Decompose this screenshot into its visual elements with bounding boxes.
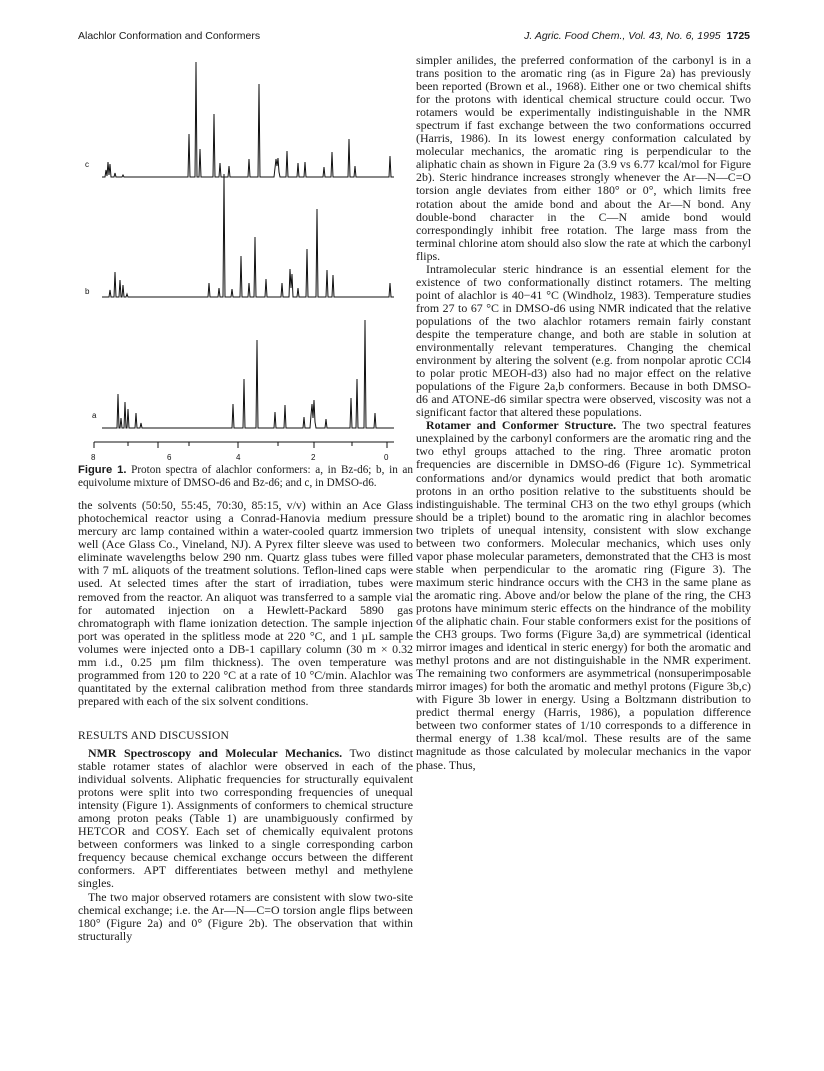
trace-b-spectrum bbox=[102, 174, 394, 297]
figure-1-nmr-spectra bbox=[78, 54, 413, 462]
nmr-paragraph-text: Two distinct stable rotamer states of alachlor were observed in each of the individual solvents. Aliphatic frequencies for structurally equivalent protons were split into two corresponding frequencies of unequal intensity (Figure 1). Assignments of conformers to chemical structure among proton peaks (Table 1) are unambiguously confirmed by HETCOR and COSY. Each set of chemically equivalent protons between conformers was linked to a single corresponding carbon frequency because chemical exchange occurs between the different conformers. APT differentiates between methyl and methylene singles. bbox=[78, 745, 413, 891]
running-header-title: Alachlor Conformation and Conformers bbox=[78, 30, 261, 42]
conformer-paragraph-text: The two spectral features unexplained by the carbonyl conformers are the aromatic ring and the two ethyl groups attached to the ring. Three aromatic proton frequencies are discernible in DMSO-d6 (Figure 1c). Symmetrical conformations and/or dynamics would predict that both aromatic protons in an ortho position relative to the substituents should be indistinguishable. The terminal CH3 on the two ethyl groups (which should be a triplet) bound to the aromatic ring in alachlor becomes two triplets of unequal intensity, consistent with slow exchange between two conformers. Molecular mechanics, which uses only vapor phase molecular parameters, demonstrated that the CH3 is most stable when perpendicular to the aromatic ring (Figure 3). The maximum steric hindrance occurs with the CH3 in the same plane as the aromatic ring. Above and/or below the plane of the ring, the CH3 protons have minimum steric effects on the hindrance of the mobility of the aliphatic chain. Four stable conformers exist for the positions of the CH3 groups. Two forms (Figure 3a,d) are symmetrical (identical mirror images and identical in steric energy) for both the aromatic and methyl protons and are not distinguishable in the NMR experiment. The remaining two conformers are asymmetrical (nonsuperimposable mirror images) for both the aromatic and methyl protons (Figure 3b,c) with Figure 3b lower in energy. Using a Boltzmann distribution to predict thermal energy (Harris, 1986), a population difference between two conformer states of 1/10 corresponds to a difference in thermal energy of 1.38 kcal/mol. These results are of the same magnitude as those calculated by molecular mechanics in the vapor phase. Thus, bbox=[416, 418, 751, 772]
figure-caption-label: Figure 1. bbox=[78, 464, 127, 476]
left-column bbox=[78, 54, 413, 943]
tick-label-6: 6 bbox=[167, 453, 172, 462]
methods-paragraph: the solvents (50:50, 55:45, 70:30, 85:15, v/v) within an Ace Glass photochemical reactor using a Conrad-Hanovia medium pressure mercury arc lamp contained within a water-cooled quartz immersion well (Ace Glass Co., Vineland, NJ). A Pyrex filter sleeve was used to eliminate wavelengths below 290 nm. Quartz glass tubes were filled with 7 mL aliquots of the treatment solutions. Teflon-lined caps were used. At selected times after the start of irradiation, tubes were removed from the reactor. An aliquot was transferred to a sample vial for automated injection on a Hewlett-Packard 5890 gas chromatograph with flame ionization detection. The sample injection port was operated in the splitless mode at 220 °C, and 1 µL sample volumes were injected onto a DB-1 capillary column (30 m × 0.32 mm i.d., 0.25 µm film thickness). The oven temperature was programmed from 120 to 220 °C at a rate of 10 °C/min. Alachlor was quantitated by the external calibration method from three standards prepared with each of the six solvent conditions. bbox=[78, 498, 413, 708]
page-number: 1725 bbox=[726, 30, 750, 42]
conformer-runin-heading: Rotamer and Conformer Structure. bbox=[426, 418, 617, 433]
nmr-spectra-plot bbox=[78, 54, 413, 462]
figure-caption-text: Proton spectra of alachlor conformers: a, in Bz-d6; b, in an equivolume mixture of DMSO-d6 and Bz-d6; and c, in DMSO-d6. bbox=[78, 464, 413, 489]
tick-label-8: 8 bbox=[91, 453, 96, 462]
anilide-paragraph: simpler anilides, the preferred conformation of the carbonyl is in a trans position to the aromatic ring (as in Figure 2a) has previously been reported (Brown et al., 1968). Either one or two chemical shifts for the protons with identical chemical structure could occur. Two rotamers would be experimentally indistinguishable in the NMR spectrum if fast exchange between the two conformations occurred (Harris, 1986). In its lowest energy conformation calculated by molecular mechanics, the aromatic ring is perpendicular to the aliphatic chain as shown in Figure 2a (3.9 vs 6.77 kcal/mol for Figure 2b). Steric hindrance increases strongly whenever the Ar—N—C=O torsion angle deviates from either 180° or 0°, which limits free rotation about the amide bond and about the Ar—N bond. Any double-bond character in the C—N amide bond would correspondingly inhibit free rotation. The large mass from the terminal chlorine atom should also slow the rate at which the carbonyl flips. bbox=[416, 53, 751, 263]
tick-label-4: 4 bbox=[236, 453, 241, 462]
nmr-runin-heading: NMR Spectroscopy and Molecular Mechanics. bbox=[88, 745, 343, 760]
right-column bbox=[416, 54, 751, 772]
tick-label-0: 0 bbox=[384, 453, 389, 462]
conformer-paragraph bbox=[416, 419, 751, 771]
ppm-axis-ticks bbox=[94, 442, 387, 448]
trace-label-b: b bbox=[85, 287, 90, 296]
rotamer-paragraph: The two major observed rotamers are consistent with slow two-site chemical exchange; i.e. the Ar—N—C=O torsion angle flips between 180° (Figure 2a) and 0° (Figure 2b). The observation that within structurally bbox=[78, 889, 413, 943]
trace-label-a: a bbox=[92, 411, 97, 420]
nmr-paragraph bbox=[78, 747, 413, 891]
figure-caption bbox=[78, 464, 413, 489]
journal-citation: J. Agric. Food Chem., Vol. 43, No. 6, 1995 bbox=[524, 30, 721, 42]
trace-c-spectrum bbox=[102, 62, 394, 177]
trace-label-c: c bbox=[85, 160, 89, 169]
section-heading: RESULTS AND DISCUSSION bbox=[78, 729, 229, 742]
running-header-journal bbox=[524, 30, 750, 42]
steric-paragraph: Intramolecular steric hindrance is an essential element for the existence of two conformationally distinct rotamers. The melting point of alachlor is 40−41 °C (Windholz, 1983). Temperature studies from 27 to 67 °C in DMSO-d6 using NMR indicated that the relative populations of the two alachlor rotamers remain fairly constant despite the temperature change, and both are stable in solution at environmentally relevant temperatures. Changing the chemical environment by altering the solvent (e.g. from nonpolar aprotic CCl4 to polar protic MEOH-d3) also had no major effect on the relative populations of the Figure 2a,b conformers. Because in both DMSO-d6 and ATONE-d6 similar spectra were observed, viscosity was not a significant factor that altered these populations. bbox=[416, 261, 751, 420]
trace-a-spectrum bbox=[102, 320, 394, 428]
tick-label-2: 2 bbox=[311, 453, 316, 462]
